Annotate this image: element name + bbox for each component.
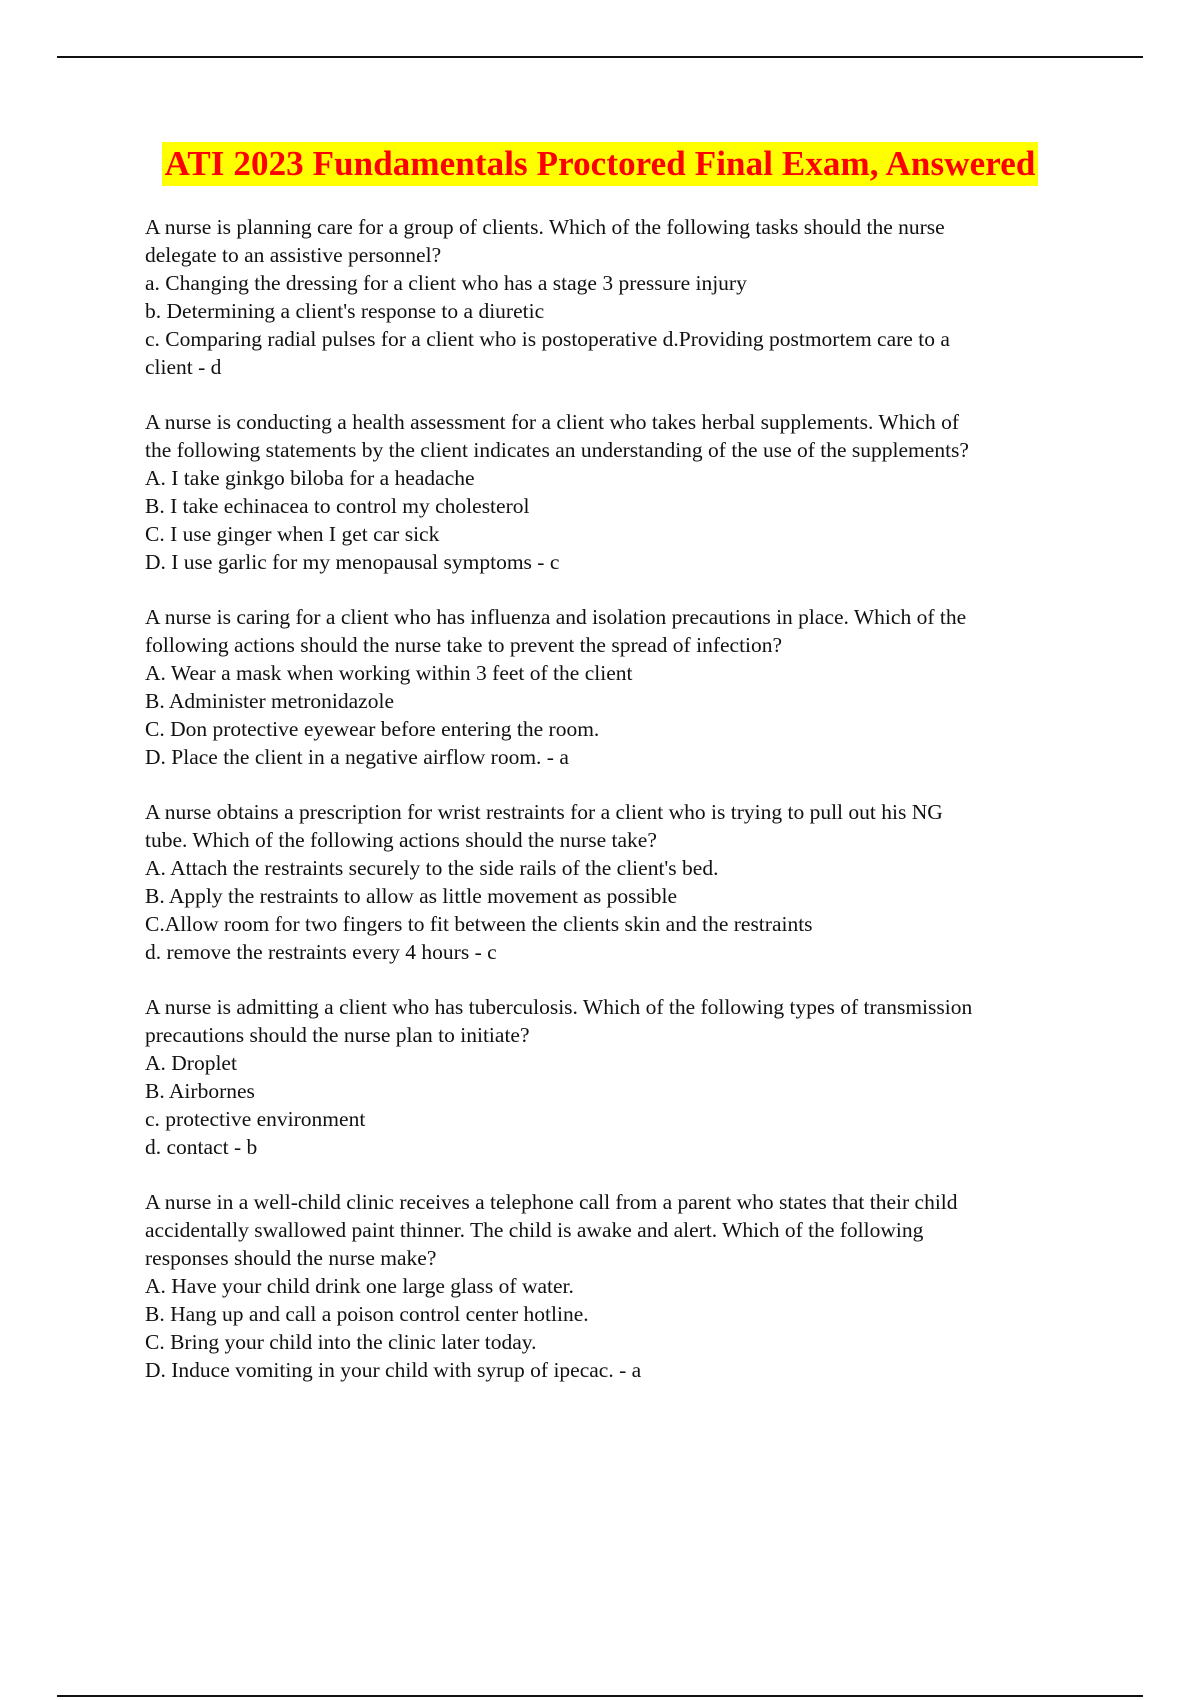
answer-option: D. Place the client in a negative airflow room. - a <box>145 745 569 769</box>
question-text: tube. Which of the following actions should the nurse take? <box>145 828 657 852</box>
question-text: accidentally swallowed paint thinner. The child is awake and alert. Which of the following <box>145 1218 924 1242</box>
question-text: A nurse obtains a prescription for wrist restraints for a client who is trying to pull out his NG <box>145 800 943 824</box>
answer-option: client - d <box>145 355 222 379</box>
answer-option: C. Don protective eyewear before entering the room. <box>145 717 600 741</box>
question-4 <box>145 798 1085 966</box>
answer-option: d. remove the restraints every 4 hours - c <box>145 940 497 964</box>
question-text: responses should the nurse make? <box>145 1246 437 1270</box>
answer-option: A. Droplet <box>145 1051 237 1075</box>
answer-option: A. Wear a mask when working within 3 feet of the client <box>145 661 633 685</box>
question-text: following actions should the nurse take to prevent the spread of infection? <box>145 633 783 657</box>
question-list <box>145 213 1085 1411</box>
question-6 <box>145 1188 1085 1384</box>
document-title: ATI 2023 Fundamentals Proctored Final Exam, Answered <box>162 142 1039 186</box>
answer-option: A. I take ginkgo biloba for a headache <box>145 466 475 490</box>
answer-option: A. Attach the restraints securely to the side rails of the client's bed. <box>145 856 719 880</box>
bottom-divider <box>57 1695 1143 1697</box>
question-text: precautions should the nurse plan to initiate? <box>145 1023 530 1047</box>
answer-option: B. Airbornes <box>145 1079 255 1103</box>
answer-option: A. Have your child drink one large glass of water. <box>145 1274 574 1298</box>
answer-option: B. I take echinacea to control my cholesterol <box>145 494 530 518</box>
answer-option: c. Comparing radial pulses for a client who is postoperative d.Providing postmortem care to a <box>145 327 950 351</box>
question-text: delegate to an assistive personnel? <box>145 243 442 267</box>
answer-option: c. protective environment <box>145 1107 366 1131</box>
answer-option: b. Determining a client's response to a diuretic <box>145 299 545 323</box>
question-5 <box>145 993 1085 1161</box>
question-1 <box>145 213 1085 381</box>
question-3 <box>145 603 1085 771</box>
answer-option: C.Allow room for two fingers to fit between the clients skin and the restraints <box>145 912 813 936</box>
answer-option: C. Bring your child into the clinic later today. <box>145 1330 537 1354</box>
top-divider <box>57 56 1143 58</box>
answer-option: B. Hang up and call a poison control center hotline. <box>145 1302 589 1326</box>
answer-option: B. Apply the restraints to allow as little movement as possible <box>145 884 678 908</box>
answer-option: C. I use ginger when I get car sick <box>145 522 440 546</box>
question-2 <box>145 408 1085 576</box>
question-text: A nurse is conducting a health assessment for a client who takes herbal supplements. Which of <box>145 410 960 434</box>
question-text: A nurse in a well-child clinic receives a telephone call from a parent who states that their child <box>145 1190 958 1214</box>
question-text: the following statements by the client indicates an understanding of the use of the supplements? <box>145 438 969 462</box>
answer-option: a. Changing the dressing for a client who has a stage 3 pressure injury <box>145 271 747 295</box>
answer-option: d. contact - b <box>145 1135 258 1159</box>
question-text: A nurse is planning care for a group of clients. Which of the following tasks should the nurse <box>145 215 945 239</box>
title-block <box>0 142 1200 186</box>
answer-option: D. I use garlic for my menopausal symptoms - c <box>145 550 560 574</box>
answer-option: D. Induce vomiting in your child with syrup of ipecac. - a <box>145 1358 642 1382</box>
question-text: A nurse is caring for a client who has influenza and isolation precautions in place. Which of the <box>145 605 967 629</box>
answer-option: B. Administer metronidazole <box>145 689 394 713</box>
question-text: A nurse is admitting a client who has tuberculosis. Which of the following types of transmission <box>145 995 973 1019</box>
